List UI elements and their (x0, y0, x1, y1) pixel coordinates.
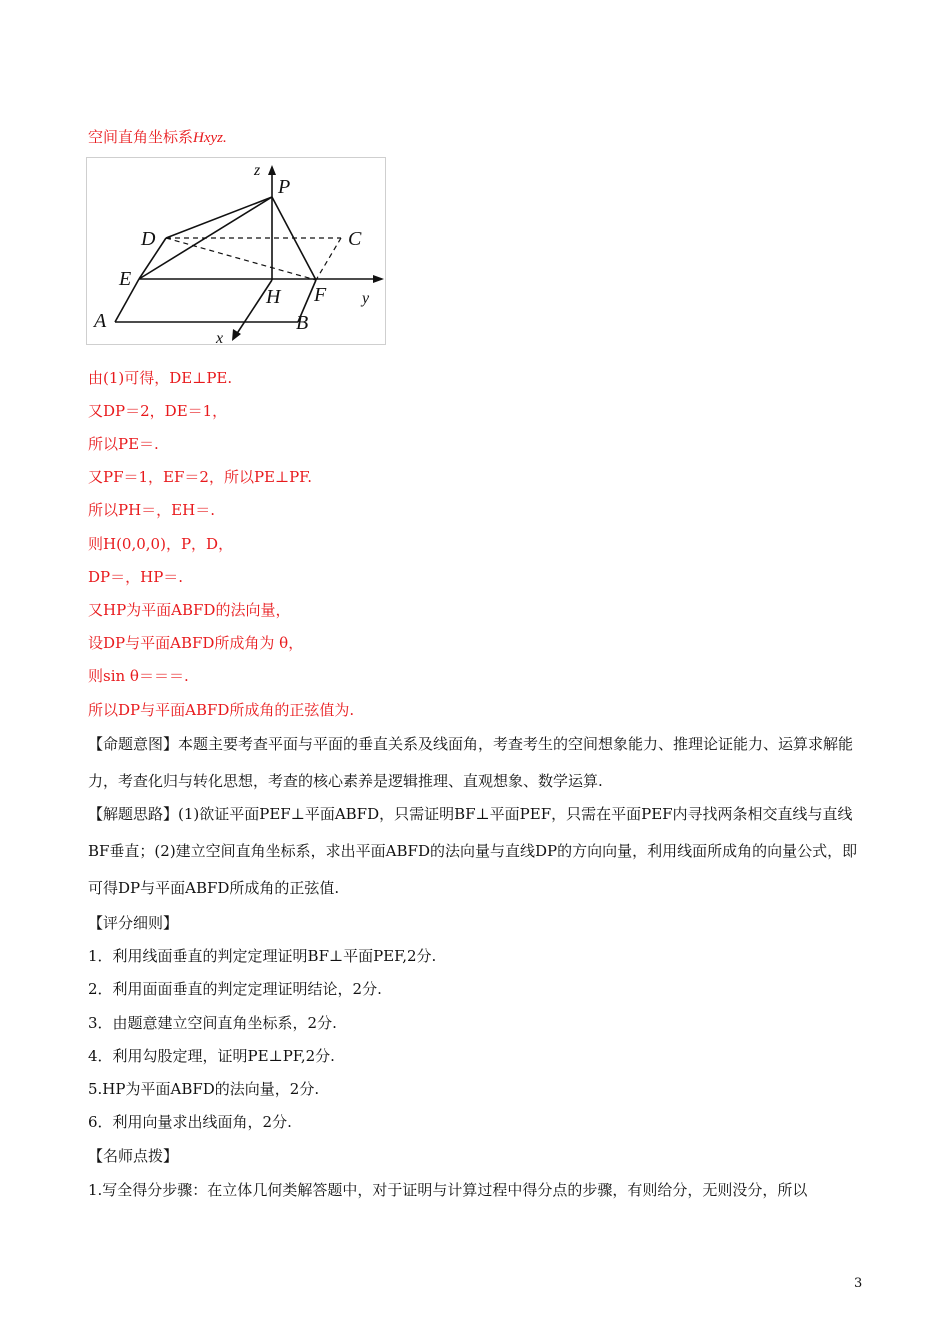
scoring-heading: 【评分细则】 (88, 914, 179, 932)
scoring-item-5: 5.HP为平面ABFD的法向量，2分. (88, 1080, 320, 1098)
solution-line-1: 由(1)可得，DE⊥PE. (88, 369, 233, 387)
label-E: E (119, 268, 132, 290)
solution-line-4: 又PF＝1，EF＝2，所以PE⊥PF. (88, 468, 313, 486)
solution-line-3: 所以PE＝. (88, 435, 159, 453)
approach-text: (1)欲证平面PEF⊥平面ABFD，只需证明BF⊥平面PEF，只需在平面PEF内寻找两条相交直线与直线BF垂直；(2)建立空间直角坐标系，求出平面ABFD的法向量与直线DP的方向向量，利用线面所成角的向量公式，即可得DP与平面ABFD所成角的正弦值. (88, 805, 858, 897)
tips-item-1: 1.写全得分步骤：在立体几何类解答题中，对于证明与计算过程中得分点的步骤，有则给分，无则没分，所以 (88, 1181, 808, 1199)
scoring-item-4: 4．利用勾股定理，证明PE⊥PF,2分. (88, 1047, 335, 1065)
scoring-item-6: 6．利用向量求出线面角，2分. (88, 1113, 292, 1131)
page-number: 3 (854, 1276, 863, 1291)
approach-paragraph (88, 796, 864, 907)
label-A: A (94, 310, 107, 332)
coord-name: Hxyz. (193, 130, 227, 146)
coord-system-line (88, 127, 227, 148)
solution-line-10: 则sin θ＝＝＝. (88, 667, 189, 685)
intent-paragraph (88, 726, 864, 800)
solution-line-6: 则H(0,0,0)，P，D， (88, 535, 234, 553)
geometry-figure (86, 157, 386, 345)
scoring-item-3: 3．由题意建立空间直角坐标系，2分. (88, 1014, 337, 1032)
solution-line-7: DP＝，HP＝. (88, 568, 184, 586)
solution-line-8: 又HP为平面ABFD的法向量， (88, 601, 291, 619)
intent-tag: 【命题意图】 (88, 735, 179, 753)
label-y: y (362, 290, 370, 307)
label-B: B (296, 312, 309, 334)
label-x: x (216, 330, 224, 345)
scoring-item-2: 2．利用面面垂直的判定定理证明结论，2分. (88, 980, 382, 998)
scoring-item-1: 1．利用线面垂直的判定定理证明BF⊥平面PEF,2分. (88, 947, 437, 965)
label-H: H (266, 286, 281, 308)
solution-line-5: 所以PH＝，EH＝. (88, 501, 215, 519)
coord-intro: 空间直角坐标系 (88, 128, 194, 146)
approach-tag: 【解题思路】 (88, 805, 179, 823)
solution-line-2: 又DP＝2，DE＝1， (88, 402, 228, 420)
solution-line-9: 设DP与平面ABFD所成角为 θ， (88, 634, 304, 652)
label-C: C (348, 228, 362, 250)
solution-line-11: 所以DP与平面ABFD所成角的正弦值为. (88, 701, 355, 719)
label-P: P (278, 176, 291, 198)
label-F: F (314, 284, 327, 306)
intent-text: 本题主要考查平面与平面的垂直关系及线面角，考查考生的空间想象能力、推理论证能力、运算求解能力，考查化归与转化思想，考查的核心素养是逻辑推理、直观想象、数学运算. (88, 735, 854, 790)
tips-heading: 【名师点拨】 (88, 1147, 179, 1165)
label-z: z (254, 162, 261, 179)
label-D: D (141, 228, 156, 250)
